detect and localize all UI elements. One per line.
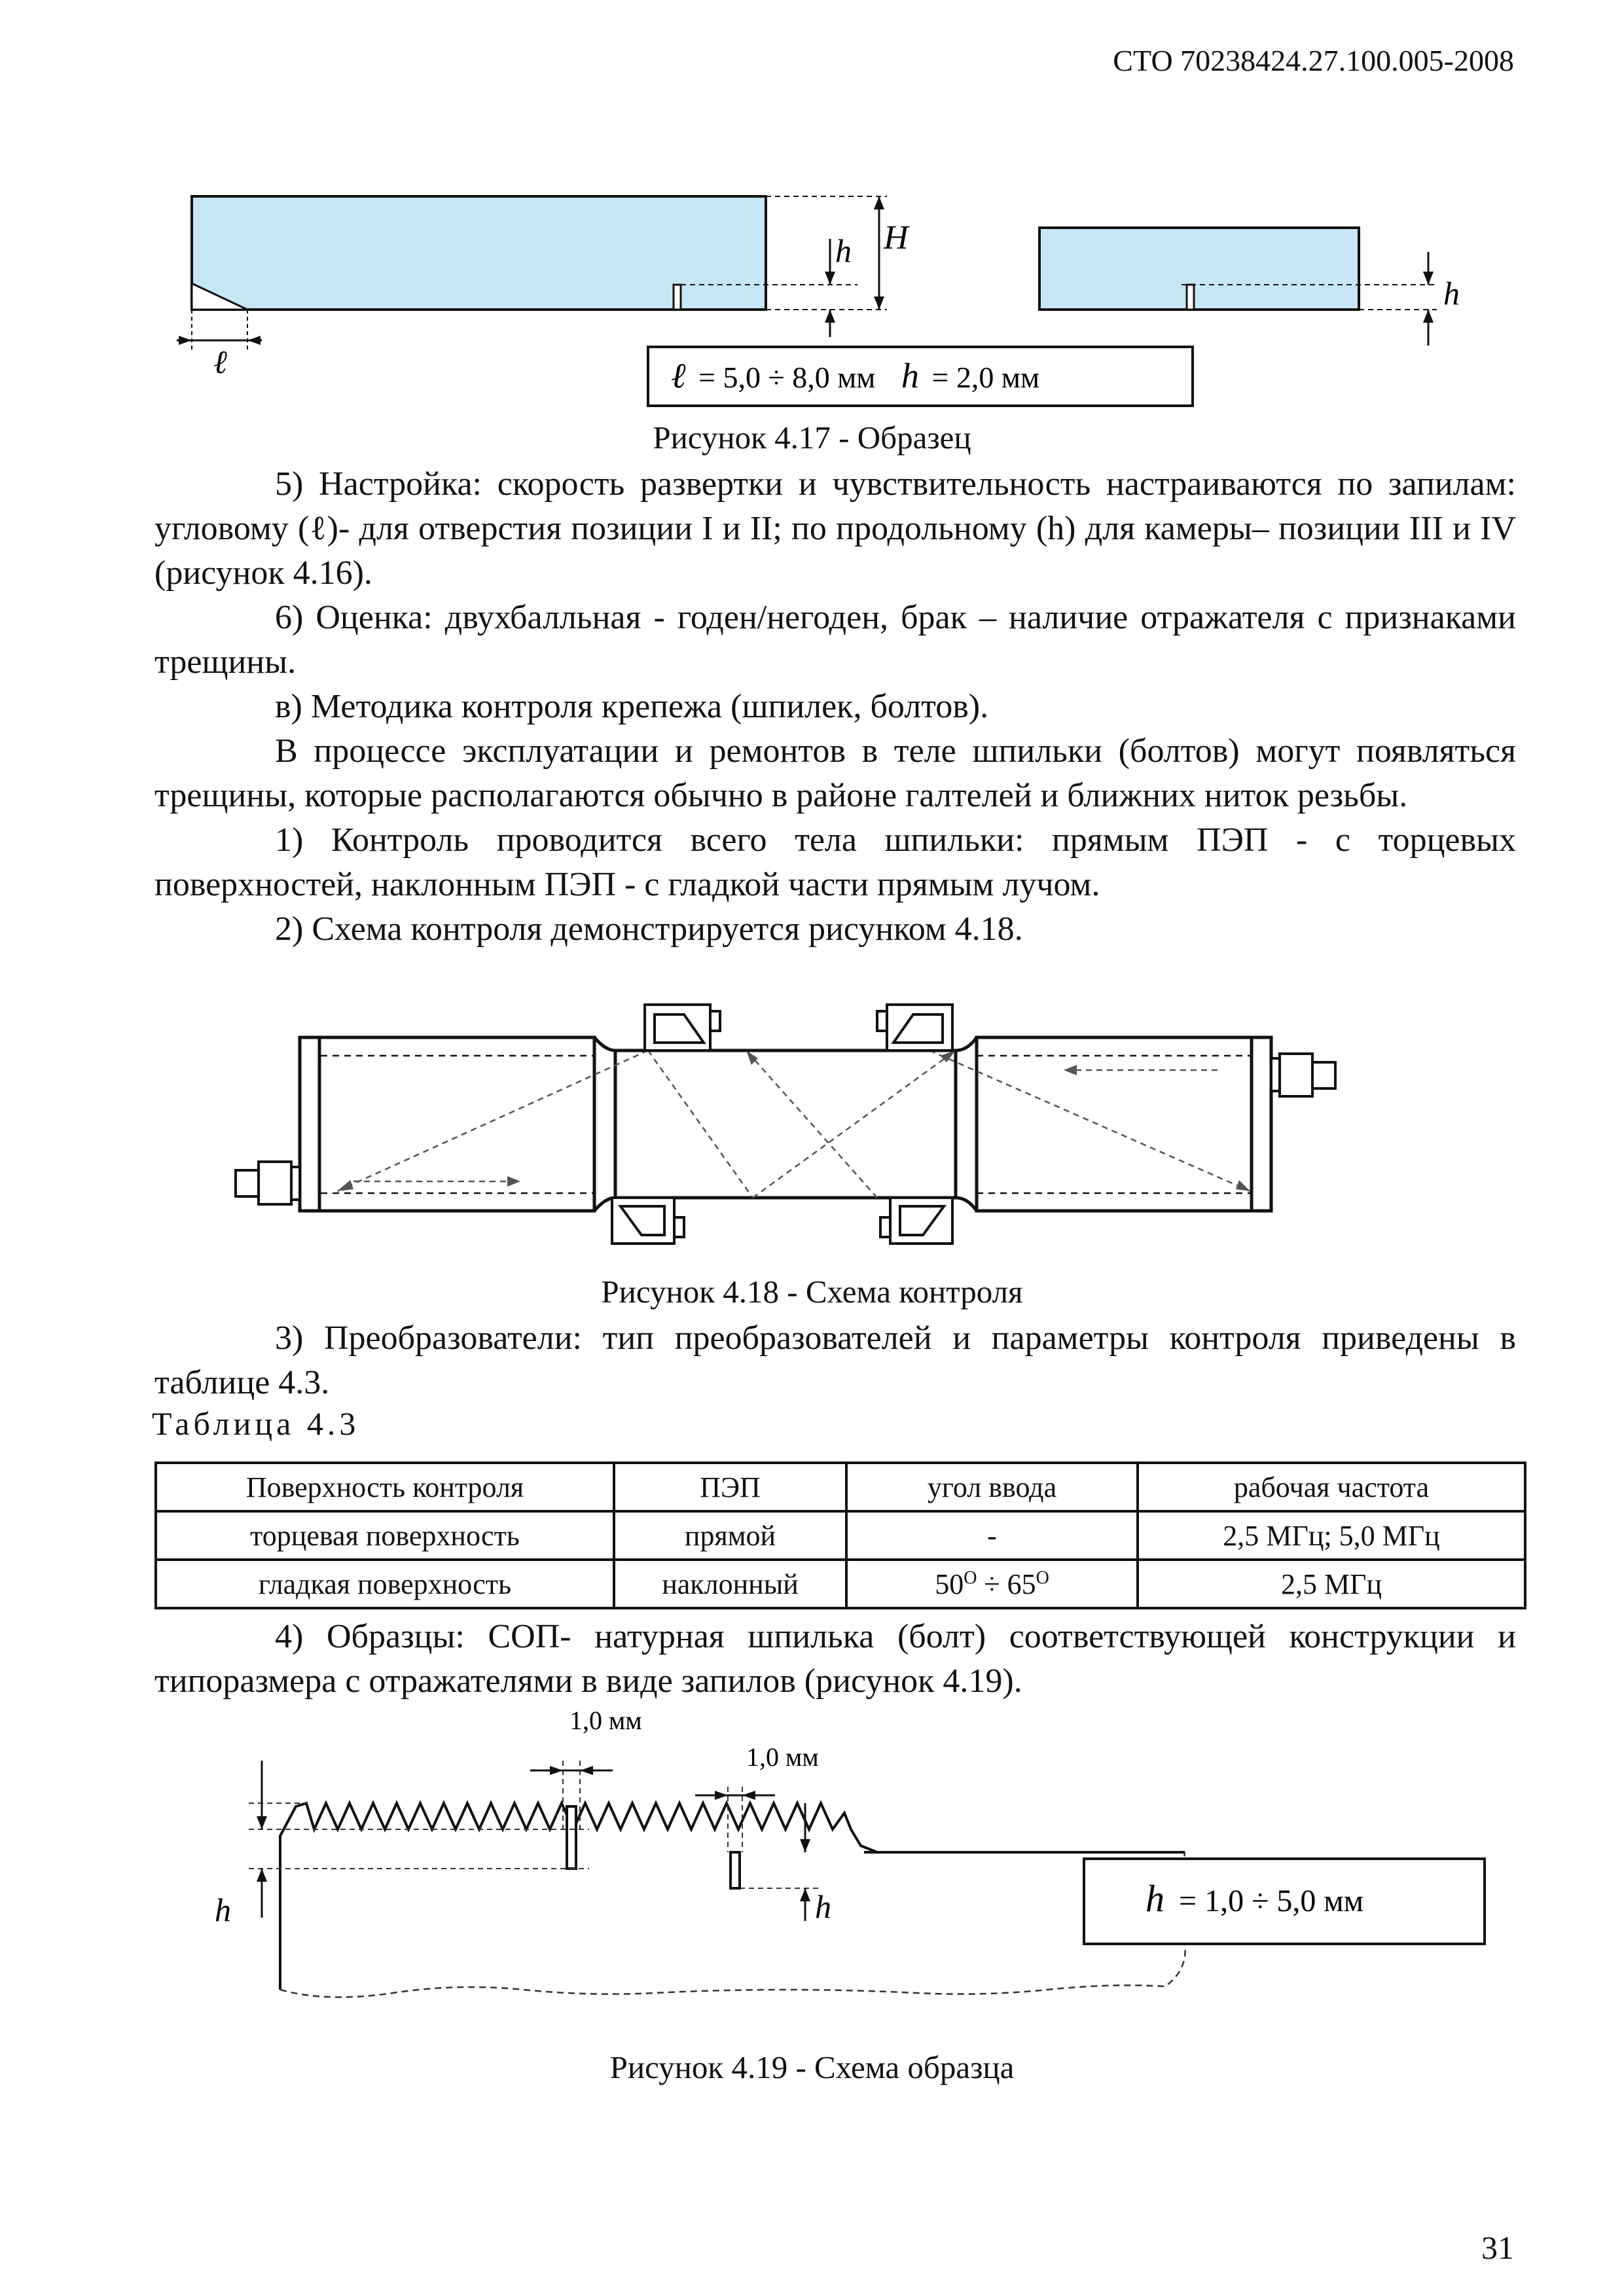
angle-probe-top-left (645, 1005, 720, 1050)
label-h: h (835, 232, 852, 269)
paragraph-control-1: 1) Контроль проводится всего тела шпильки: прямым ПЭП - с торцевых поверхностей, наклонным ПЭП - с гладкой части прямым лучом. (154, 821, 1516, 903)
figure-4-17 (170, 177, 1479, 419)
paragraph-control-2: 2) Схема контроля демонстрируется рисунком 4.18. (275, 910, 1023, 948)
table-cell: наклонный (614, 1560, 846, 1608)
table-cell: гладкая поверхность (156, 1560, 614, 1608)
label-h-small: h (1443, 275, 1460, 312)
angle-probe-bottom-right (880, 1198, 952, 1244)
figure-caption-4-19: Рисунок 4.19 - Схема образца (609, 2049, 1015, 2085)
paragraph-method: в) Методика контроля крепежа (шпилек, болтов). (275, 688, 989, 725)
angle-probe-bottom-left (612, 1198, 684, 1244)
figure-4-19 (196, 1695, 1519, 2036)
document-code: СТО 70238424.27.100.005-2008 (1113, 44, 1514, 77)
table-row (156, 1560, 1525, 1608)
specimen-block-small (1039, 228, 1359, 310)
figure-4-18 (223, 985, 1492, 1266)
table-header-row (156, 1463, 1525, 1511)
paragraph-setup: 5) Настройка: скорость развертки и чувствительность настраиваются по запилам: угловому (ℓ)- для отверстия позиции I и II; по продольному (h) для камеры– позиции III и IV (рисунок 4.16). (154, 465, 1516, 592)
figure-caption-4-17: Рисунок 4.17 - Образец (653, 420, 971, 456)
straight-probe-left (236, 1162, 300, 1204)
parameter-text: ℓ = 5,0 ÷ 8,0 мм h = 2,0 мм (671, 356, 1040, 395)
paragraph-transducers: 3) Преобразователи: тип преобразователей и параметры контроля приведены в таблице 4.3. (154, 1319, 1516, 1401)
header-angle: угол ввода (846, 1463, 1138, 1511)
table-title: Таблица 4.3 (152, 1405, 360, 1442)
header-transducer: ПЭП (614, 1463, 846, 1511)
left-threaded-part (319, 1037, 594, 1211)
table-4-3 (154, 1462, 1526, 1609)
small-notch (1187, 285, 1194, 310)
dimension-surface-notch: 1,0 мм (746, 1742, 819, 1772)
surface-notch (731, 1852, 740, 1888)
right-end-cap (1252, 1037, 1271, 1211)
table-cell: 2,5 МГц; 5,0 МГц (1138, 1511, 1525, 1560)
thread-notch (567, 1806, 576, 1869)
label-h-right: h (815, 1888, 831, 1925)
header-surface: Поверхность контроля (156, 1463, 614, 1511)
straight-probe-right (1271, 1054, 1335, 1096)
paragraph-evaluation: 6) Оценка: двухбалльная - годен/негоден, брак – наличие отражателя с признаками трещины. (154, 599, 1516, 681)
longitudinal-notch (674, 285, 681, 310)
dimension-thread-notch: 1,0 мм (569, 1706, 642, 1735)
figure-caption-4-18: Рисунок 4.18 - Схема контроля (601, 1274, 1023, 1310)
right-threaded-part (977, 1037, 1252, 1211)
paragraph-operation: В процессе эксплуатации и ремонтов в теле шпильки (болтов) могут появляться трещины, которые располагаются обычно в районе галтелей и ближних ниток резьбы. (154, 732, 1516, 814)
table-cell: 2,5 МГц (1138, 1560, 1525, 1608)
table-row (156, 1511, 1525, 1560)
text-block-2 (154, 1316, 1516, 1405)
parameter-text-4-19: h = 1,0 ÷ 5,0 мм (1146, 1877, 1364, 1920)
left-end-cap (300, 1037, 319, 1211)
table-cell: торцевая поверхность (156, 1511, 614, 1560)
text-block-3 (154, 1615, 1516, 1704)
thread-profile (280, 1803, 890, 1990)
page-number: 31 (1481, 2229, 1514, 2266)
table-cell-angle: $50^О \div 65^О$ (846, 1560, 1138, 1608)
text-block-1 (154, 462, 1516, 952)
header-frequency: рабочая частота (1138, 1463, 1525, 1511)
paragraph-samples: 4) Образцы: СОП- натурная шпилька (болт) соответствующей конструкции и типоразмера с отражателями в виде запилов (рисунок 4.19). (154, 1618, 1516, 1700)
label-h-left: h (215, 1892, 231, 1928)
table-cell: - (846, 1511, 1138, 1560)
label-H: H (884, 219, 909, 257)
angle-probe-top-right (877, 1005, 952, 1050)
label-l: ℓ (213, 344, 227, 380)
smooth-body (615, 1050, 956, 1198)
table-cell: прямой (614, 1511, 846, 1560)
